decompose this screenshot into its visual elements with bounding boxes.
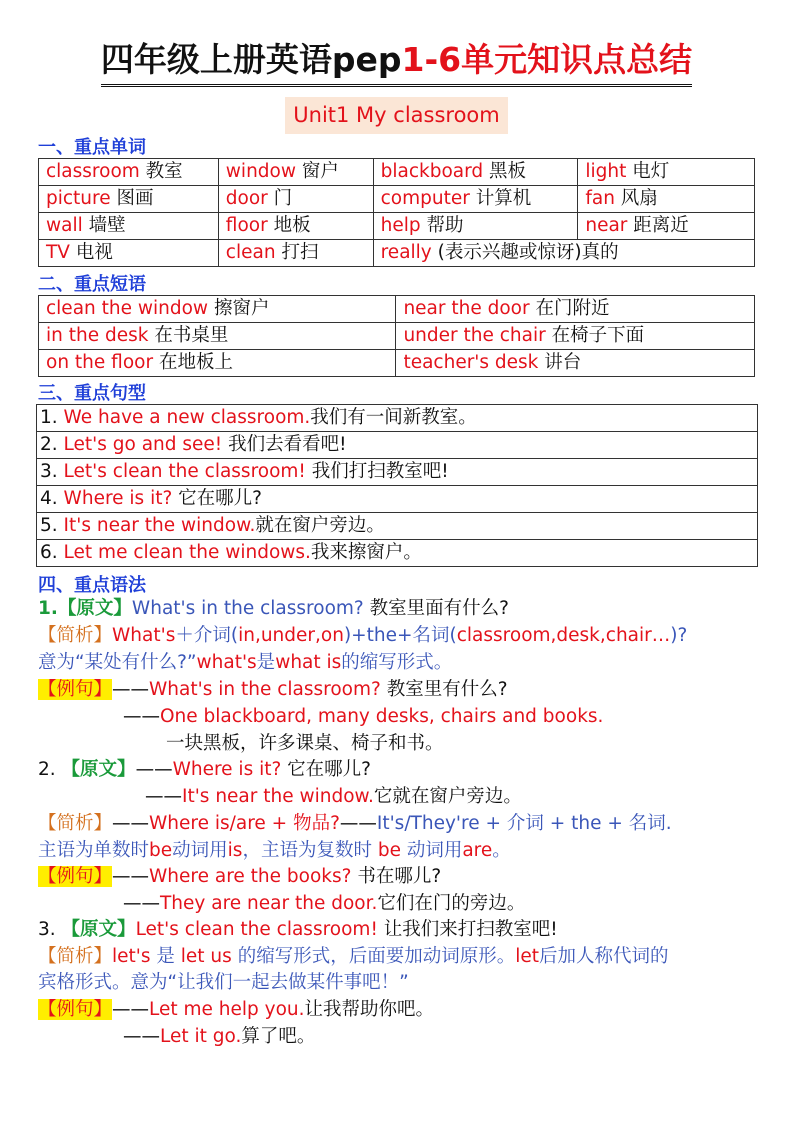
grammar-3-note: 【简析】let's 是 let us 的缩写形式，后面要加动词原形。let后加人称代词的 [38,946,669,967]
title-black: 四年级上册英语pep [100,40,402,79]
table-row [37,459,758,486]
table-cell: help 帮助 [373,213,578,240]
table-cell: door 门 [218,186,373,213]
table-row [39,350,755,377]
grammar-2-note-2: 主语为单数时be动词用is，主语为复数时 be 动词用are。 [38,840,511,861]
table-row [39,323,755,350]
table-row [37,513,758,540]
table-row [37,405,758,432]
table-cell: clean the window 擦窗户 [39,296,396,323]
grammar-1-example-2: ——One blackboard, many desks, chairs and books. [123,706,604,727]
table-cell: 6. Let me clean the windows.我来擦窗户。 [37,540,758,567]
grammar-1-example-2-zh: 一块黑板，许多课桌、椅子和书。 [166,733,444,754]
table-cell: 5. It's near the window.就在窗户旁边。 [37,513,758,540]
grammar-1-note-2: 意为“某处有什么?”what's是what is的缩写形式。 [38,652,453,673]
table-cell: under the chair 在椅子下面 [396,323,755,350]
grammar-2-original: 2. 【原文】——Where is it? 它在哪儿? [38,759,371,780]
grammar-3-original: 3. 【原文】Let's clean the classroom! 让我们来打扫教室吧! [38,919,558,940]
grammar-1-note: 【简析】What's＋介词(in,under,on)+the+名词(classroom,desk,chair…)? [38,625,688,646]
grammar-1-example-1: 【例句】——What's in the classroom? 教室里有什么? [38,679,508,700]
table-cell: in the desk 在书桌里 [39,323,396,350]
title-red: 1-6单元知识点总结 [401,40,693,79]
grammar-2-original-answer: ——It's near the window.它就在窗户旁边。 [145,786,522,807]
table-cell: 4. Where is it? 它在哪儿? [37,486,758,513]
example-tag: 【例句】 [38,999,113,1020]
table-cell: TV 电视 [39,240,219,267]
table-cell: fan 风扇 [578,186,755,213]
sentences-table [36,404,758,567]
table-cell: computer 计算机 [373,186,578,213]
table-cell: teacher's desk 讲台 [396,350,755,377]
section-heading-sentences: 三、重点句型 [38,383,146,404]
table-cell: 1. We have a new classroom.我们有一间新教室。 [37,405,758,432]
table-cell: 2. Let's go and see! 我们去看看吧! [37,432,758,459]
grammar-2-example-1: 【例句】——Where are the books? 书在哪儿? [38,866,442,887]
grammar-1-original: 1.【原文】What's in the classroom? 教室里面有什么? [38,598,509,619]
table-cell: near 距离近 [578,213,755,240]
table-row [39,240,755,267]
table-cell: 3. Let's clean the classroom! 我们打扫教室吧! [37,459,758,486]
table-cell: floor 地板 [218,213,373,240]
page-title [0,38,793,87]
table-row [39,159,755,186]
table-cell: blackboard 黑板 [373,159,578,186]
section-heading-phrases: 二、重点短语 [38,274,146,295]
table-cell: classroom 教室 [39,159,219,186]
table-cell: wall 墙壁 [39,213,219,240]
grammar-3-note-2: 宾格形式。意为“让我们一起去做某件事吧！” [38,972,409,993]
table-cell: really (表示兴趣或惊讶)真的 [373,240,754,267]
table-row [37,540,758,567]
table-cell: clean 打扫 [218,240,373,267]
table-row [39,296,755,323]
table-row [39,186,755,213]
grammar-3-example-1: 【例句】——Let me help you.让我帮助你吧。 [38,999,435,1020]
example-tag: 【例句】 [38,679,113,700]
table-row [37,432,758,459]
grammar-2-example-2: ——They are near the door.它们在门的旁边。 [123,893,526,914]
phrases-table [38,295,755,377]
table-cell: near the door 在门附近 [396,296,755,323]
section-heading-grammar: 四、重点语法 [38,575,146,596]
table-cell: picture 图画 [39,186,219,213]
table-row [37,486,758,513]
words-table [38,158,755,267]
table-cell: light 电灯 [578,159,755,186]
table-cell: window 窗户 [218,159,373,186]
table-cell: on the floor 在地板上 [39,350,396,377]
table-row [39,213,755,240]
example-tag: 【例句】 [38,866,113,887]
unit-title: Unit1 My classroom [285,97,508,134]
grammar-2-note: 【简析】——Where is/are + 物品?——It's/They're + 介词 + the + 名词. [38,813,672,834]
grammar-3-example-2: ——Let it go.算了吧。 [123,1026,316,1047]
section-heading-words: 一、重点单词 [38,137,146,158]
